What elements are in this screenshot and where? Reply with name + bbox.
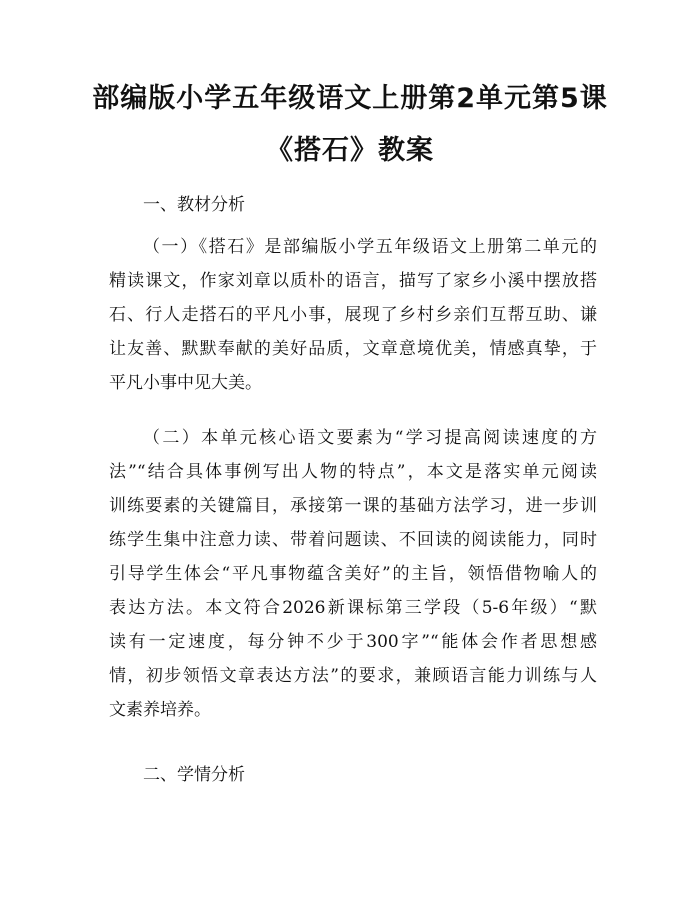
paragraph-line: 石、行人走搭石的平凡小事，展现了乡村乡亲们互帮互助、谦 (109, 305, 597, 325)
section-heading-student-analysis: 二、学情分析 (143, 765, 245, 785)
paragraph-line: 引导学生体会“平凡事物蕴含美好”的主旨，领悟借物喻人的 (109, 564, 597, 584)
document-title-line-1: 部编版小学五年级语文上册第2单元第5课 (92, 83, 608, 114)
paragraph-line: 练学生集中注意力读、带着问题读、不回读的阅读能力，同时 (109, 530, 597, 550)
paragraph-line: 文素养培养。 (109, 700, 211, 720)
section-heading-textbook-analysis: 一、教材分析 (143, 195, 245, 215)
paragraph-2 (109, 421, 597, 727)
paragraph-line: 表达方法。本文符合2026新课标第三学段（5-6年级）“默 (109, 598, 597, 618)
paragraph-line: 平凡小事中见大美。 (109, 373, 262, 393)
paragraph-line: 读有一定速度，每分钟不少于300字”“能体会作者思想感 (109, 632, 597, 652)
paragraph-line: 让友善、默默奉献的美好品质，文章意境优美，情感真挚，于 (109, 339, 597, 359)
paragraph-1 (109, 230, 597, 400)
paragraph-line: 训练要素的关键篇目，承接第一课的基础方法学习，进一步训 (109, 496, 597, 516)
paragraph-line: 情，初步领悟文章表达方法”的要求，兼顾语言能力训练与人 (109, 666, 597, 686)
paragraph-line: 法”“结合具体事例写出人物的特点”，本文是落实单元阅读 (109, 462, 597, 482)
paragraph-line: （二）本单元核心语文要素为“学习提高阅读速度的方 (143, 428, 597, 448)
paragraph-line: （一）《搭石》是部编版小学五年级语文上册第二单元的 (143, 237, 597, 257)
paragraph-line: 精读课文，作家刘章以质朴的语言，描写了家乡小溪中摆放搭 (109, 271, 597, 291)
document-title-line-2: 《搭石》教案 (266, 135, 434, 166)
